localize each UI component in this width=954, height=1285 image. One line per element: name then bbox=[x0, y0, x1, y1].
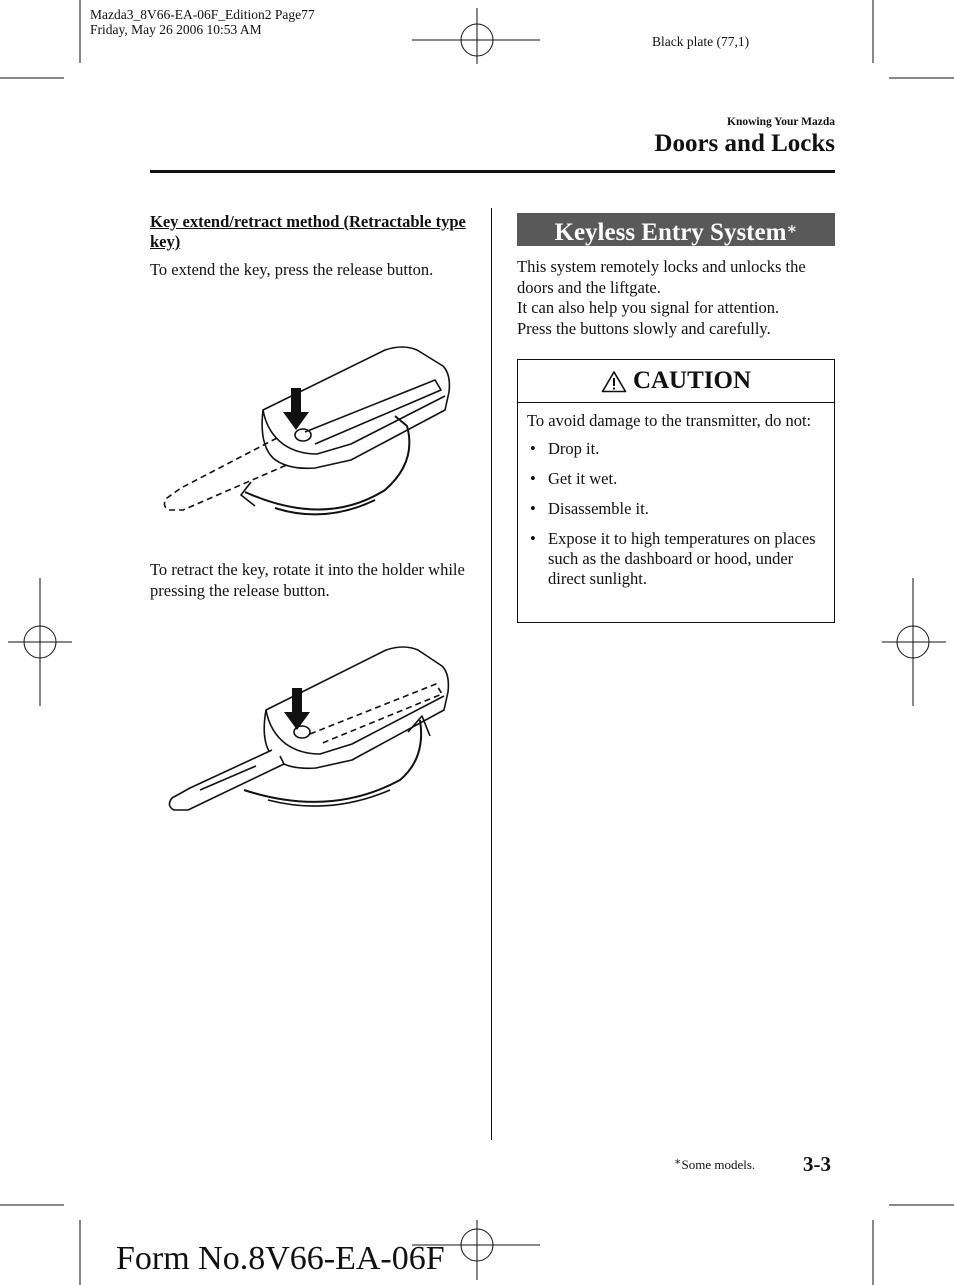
retract-instructions: To retract the key, rotate it into the holder while pressing the release button. bbox=[150, 560, 465, 600]
warning-triangle-icon bbox=[601, 370, 627, 393]
caution-body bbox=[518, 403, 834, 589]
registration-mark-top bbox=[412, 8, 540, 64]
black-plate-label: Black plate (77,1) bbox=[652, 34, 750, 49]
caution-lead: To avoid damage to the transmitter, do not: bbox=[527, 411, 812, 430]
form-number: Form No.8V66-EA-06F bbox=[116, 1240, 445, 1277]
print-metadata bbox=[90, 7, 315, 37]
section-title: Doors and Locks bbox=[654, 130, 835, 157]
intro-line: It can also help you signal for attention. bbox=[517, 298, 780, 317]
caution-box bbox=[517, 359, 835, 623]
intro-line: Press the buttons slowly and carefully. bbox=[517, 318, 771, 338]
key-extend-illustration bbox=[155, 340, 465, 525]
some-models-star: ∗ bbox=[786, 221, 798, 238]
print-meta-line2: Friday, May 26 2006 10:53 AM bbox=[90, 22, 262, 37]
print-meta-line1: Mazda3_8V66-EA-06F_Edition2 Page77 bbox=[90, 7, 315, 22]
caution-item: • Expose it to high temperatures on places such as the dashboard or hood, under direct sunlight. bbox=[527, 529, 826, 589]
caution-item: • Get it wet. bbox=[527, 469, 826, 489]
intro-line: This system remotely locks and unlocks the doors and the liftgate. bbox=[517, 257, 806, 297]
banner-title: Keyless Entry System bbox=[554, 219, 787, 246]
footnote-text: Some models. bbox=[681, 1157, 756, 1172]
keyless-entry-banner bbox=[517, 213, 835, 246]
keyless-intro bbox=[517, 257, 837, 339]
caution-item: • Disassemble it. bbox=[527, 499, 826, 519]
extend-instructions: To extend the key, press the release button. bbox=[150, 260, 434, 279]
caution-item: • Drop it. bbox=[527, 439, 826, 459]
left-column bbox=[150, 212, 472, 281]
header-rule bbox=[150, 170, 835, 173]
caution-list bbox=[527, 439, 826, 589]
footnote-star: ∗ bbox=[674, 1156, 682, 1168]
registration-mark-left bbox=[8, 578, 72, 706]
breadcrumb: Knowing Your Mazda bbox=[727, 116, 835, 128]
column-divider bbox=[491, 208, 492, 1140]
footnote bbox=[674, 1155, 755, 1173]
caution-heading: CAUTION bbox=[632, 367, 752, 394]
page-number: 3-3 bbox=[803, 1152, 831, 1176]
caution-header bbox=[518, 360, 834, 403]
registration-mark-right bbox=[882, 578, 946, 706]
key-retract-illustration bbox=[160, 640, 460, 820]
subheading: Key extend/retract method (Retractable type key) bbox=[150, 212, 466, 251]
